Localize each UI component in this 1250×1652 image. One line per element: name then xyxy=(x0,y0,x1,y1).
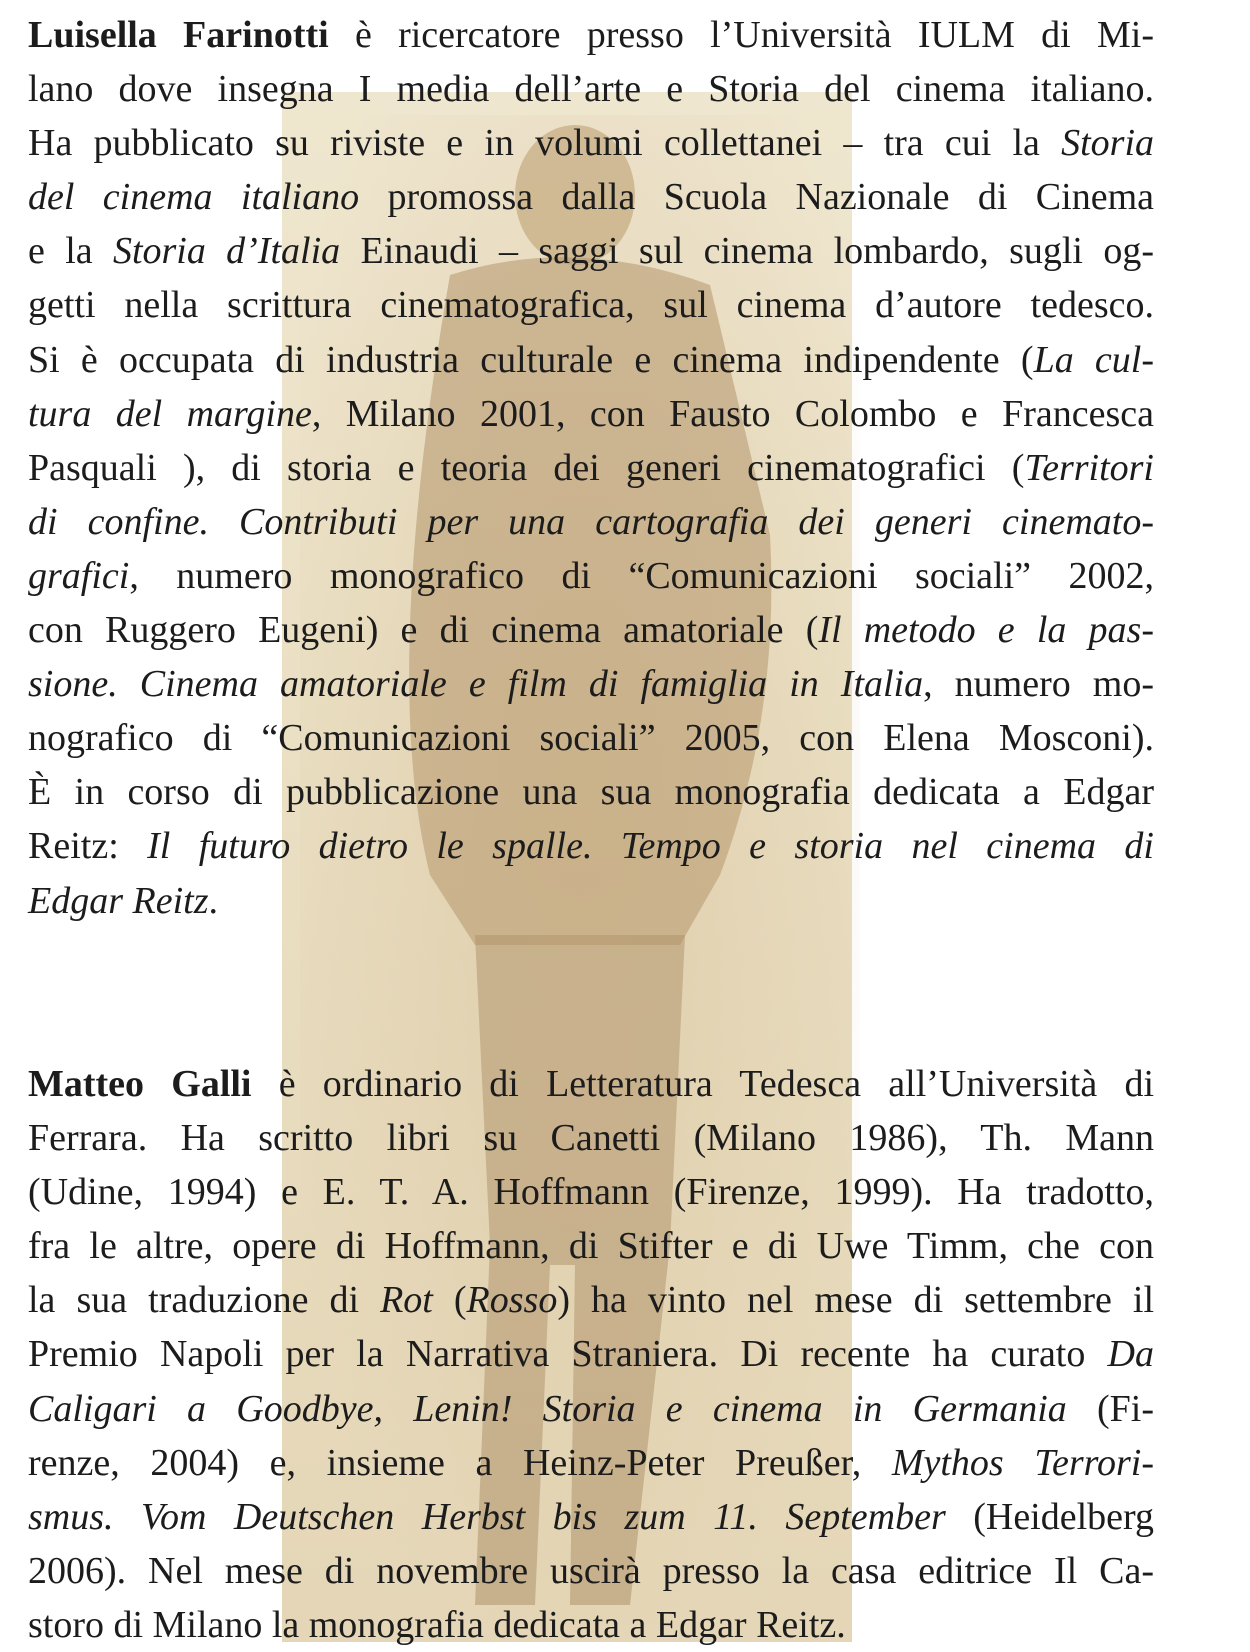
text-line xyxy=(28,1273,1154,1327)
italic-title: Storia d’Italia xyxy=(112,230,341,273)
text-segment: renze, 2004) e, insieme a Heinz-Peter Preußer, xyxy=(28,1441,892,1484)
text-line xyxy=(28,1057,1154,1111)
text-line xyxy=(28,711,1154,765)
text-segment: Reitz: xyxy=(28,825,148,868)
text-segment: , Milano 2001, con Fausto Colombo e Francesca xyxy=(311,392,1155,435)
text-segment: È in corso di pubblicazione una sua monografia dedicata a Edgar xyxy=(28,771,1154,814)
text-line xyxy=(28,8,1154,62)
text-line xyxy=(28,765,1154,819)
text-segment: è ordinario di Letteratura Tedesca all’Università di xyxy=(251,1063,1154,1105)
text-segment: 2006). Nel mese di novembre uscirà presso la casa editrice Il Ca- xyxy=(28,1549,1154,1592)
text-segment: storo di Milano la monografia dedicata a Edgar Reitz. xyxy=(28,1603,846,1646)
text-segment: , numero mo- xyxy=(923,663,1154,706)
italic-title: tura del margine xyxy=(28,392,312,435)
text-line xyxy=(28,1490,1154,1544)
text-segment: Premio Napoli per la Narrativa Straniera. Di recente ha curato xyxy=(28,1333,1108,1376)
text-segment: (Fi- xyxy=(1066,1387,1155,1430)
italic-title: del cinema italiano xyxy=(28,176,360,219)
text-segment: . xyxy=(208,879,218,922)
text-line xyxy=(28,333,1154,387)
italic-title: grafici xyxy=(28,554,130,597)
text-segment: (Udine, 1994) e E. T. A. Hoffmann (Firenze, 1999). Ha tradotto, xyxy=(28,1171,1154,1214)
text-segment: (Heidelberg xyxy=(945,1495,1155,1538)
text-line xyxy=(28,170,1154,224)
text-segment: lano dove insegna I media dell’arte e Storia del cinema italiano. xyxy=(28,68,1154,111)
italic-title: Storia xyxy=(1061,122,1154,165)
text-line xyxy=(28,278,1154,332)
text-line xyxy=(28,1327,1154,1381)
text-line xyxy=(28,874,1154,928)
text-line xyxy=(28,1219,1154,1273)
italic-title: Rot xyxy=(380,1279,433,1322)
text-segment: Pasquali ), di storia e teoria dei generi cinematografici ( xyxy=(28,446,1025,489)
italic-title: Caligari a Goodbye, Lenin! Storia e cinema in Germania xyxy=(28,1387,1067,1430)
text-line xyxy=(28,62,1154,116)
text-line xyxy=(28,495,1154,549)
bio-paragraph-farinotti xyxy=(28,8,1154,928)
text-segment: Si è occupata di industria culturale e cinema indipendente ( xyxy=(28,338,1034,381)
text-segment: Ha pubblicato su riviste e in volumi collettanei – tra cui la xyxy=(28,122,1062,165)
text-segment: getti nella scrittura cinematografica, sul cinema d’autore tedesco. xyxy=(28,284,1154,327)
italic-title: Rosso xyxy=(466,1279,558,1322)
italic-title: smus. Vom Deutschen Herbst bis zum 11. September xyxy=(28,1495,946,1538)
text-segment: ) ha vinto nel mese di settembre il xyxy=(557,1279,1154,1322)
text-segment: , numero monografico di “Comunicazioni sociali” 2002, xyxy=(129,554,1154,597)
text-line xyxy=(28,657,1154,711)
text-segment: Einaudi – saggi sul cinema lombardo, sugli og- xyxy=(340,230,1154,273)
bio-paragraph-galli xyxy=(28,1057,1154,1652)
text-line xyxy=(28,1436,1154,1490)
italic-title: Mythos Terrori- xyxy=(891,1441,1154,1484)
text-line xyxy=(28,1382,1154,1436)
italic-title: La cul- xyxy=(1033,338,1154,381)
text-segment: Ferrara. Ha scritto libri su Canetti (Milano 1986), Th. Mann xyxy=(28,1117,1154,1160)
author-name: Matteo Galli xyxy=(28,1063,252,1105)
text-line xyxy=(28,387,1154,441)
text-line xyxy=(28,441,1154,495)
text-segment: nografico di “Comunicazioni sociali” 2005, con Elena Mosconi). xyxy=(28,717,1154,760)
text-line xyxy=(28,549,1154,603)
text-line xyxy=(28,1598,1154,1652)
italic-title: Territori xyxy=(1024,446,1154,489)
italic-title: Da xyxy=(1107,1333,1154,1376)
italic-title: Il futuro dietro le spalle. Tempo e storia nel cinema di xyxy=(147,825,1154,868)
text-segment: la sua traduzione di xyxy=(28,1279,381,1322)
italic-title: di confine. Contributi per una cartografia dei generi cinemato- xyxy=(28,500,1154,543)
text-line xyxy=(28,1544,1154,1598)
text-line xyxy=(28,1165,1154,1219)
text-line xyxy=(28,603,1154,657)
text-segment: ( xyxy=(432,1279,467,1322)
italic-title: Edgar Reitz xyxy=(28,879,209,922)
text-segment: con Ruggero Eugeni) e di cinema amatoriale ( xyxy=(28,609,819,652)
text-line xyxy=(28,819,1154,873)
text-segment: promossa dalla Scuola Nazionale di Cinema xyxy=(359,176,1155,219)
italic-title: Il metodo e la pas- xyxy=(818,609,1154,652)
text-line xyxy=(28,1111,1154,1165)
text-segment: fra le altre, opere di Hoffmann, di Stifter e di Uwe Timm, che con xyxy=(28,1225,1154,1268)
text-line xyxy=(28,224,1154,278)
text-segment: è ricercatore presso l’Università IULM di Mi- xyxy=(328,14,1154,56)
author-name: Luisella Farinotti xyxy=(28,14,329,56)
text-line xyxy=(28,116,1154,170)
text-segment: e la xyxy=(28,230,113,273)
italic-title: sione. Cinema amatoriale e film di famiglia in Italia xyxy=(28,663,924,706)
